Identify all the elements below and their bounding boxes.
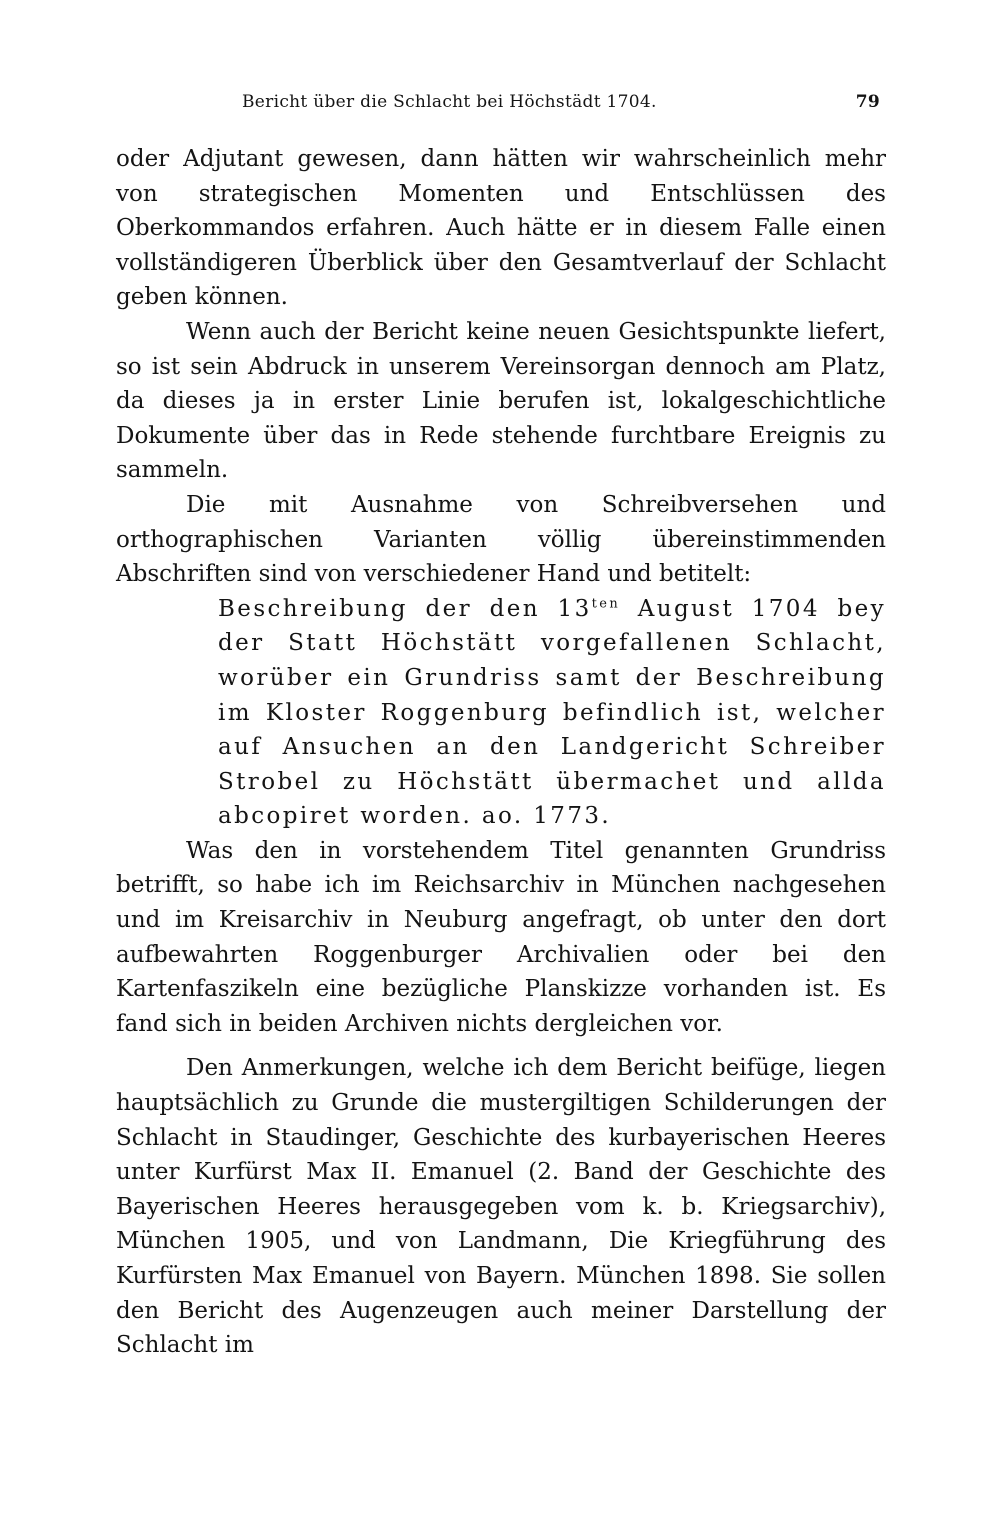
running-head-title: Bericht über die Schlacht bei Höchstädt 1704. — [242, 92, 657, 112]
paragraph-anmerkungen: Den Anmerkungen, welche ich dem Bericht beifüge, liegen hauptsächlich zu Grunde die mustergiltigen Schilderungen der Schlacht in Staudinger, Geschichte des kurbayerischen Heeres unter Kurfürst Max II. Emanuel (2. Band der Geschichte des Bayerischen Heeres herausgegeben vom k. b. Kriegsarchiv), München 1905, und von Landmann, Die Kriegführung des Kurfürsten Max Emanuel von Bayern. München 1898. Sie sollen den Bericht des Augenzeugen auch meiner Darstellung der Schlacht im — [116, 1055, 886, 1359]
quoted-title — [218, 592, 886, 834]
quoted-title-superscript: ten — [591, 596, 621, 612]
paragraph-continuation: oder Adjutant gewesen, dann hätten wir wahrscheinlich mehr von strategischen Momenten und Entschlüssen des Oberkommandos erfahren. Auch hätte er in diesem Falle einen vollständigeren Überblick über den Gesamtverlauf der Schlacht geben können. — [116, 146, 886, 311]
body-text — [116, 142, 886, 1363]
quoted-title-start: Beschreibung der den 13 — [218, 595, 592, 622]
running-head — [116, 86, 886, 120]
quoted-title-rest: August 1704 bey der Statt Höchstätt vorgefallenen Schlacht, worüber ein Grundriss samt der Beschreibung im Kloster Roggenburg befindlich ist, welcher auf Ansuchen an den Landgericht Schreiber Strobel zu Höchstätt übermachet und allda abcopiret worden. ao. 1773. — [218, 595, 886, 830]
paragraph-grundriss: Was den in vorstehendem Titel genannten Grundriss betrifft, so habe ich im Reichsarchiv in München nachgesehen und im Kreisarchiv in Neuburg angefragt, ob unter den dort aufbewahrten Roggenburger Archivalien oder bei den Kartenfaszikeln eine bezügliche Planskizze vorhanden ist. Es fand sich in beiden Archiven nichts dergleichen vor. — [116, 837, 886, 1037]
book-page — [116, 86, 886, 1466]
page-number: 79 — [855, 92, 880, 112]
paragraph-vereinsorgan: Wenn auch der Bericht keine neuen Gesichtspunkte liefert, so ist sein Abdruck in unserem Vereinsorgan dennoch am Platz, da dieses ja in erster Linie berufen ist, lokalgeschichtliche Dokumente über das in Rede stehende furchtbare Ereignis zu sammeln. — [116, 318, 886, 484]
paragraph-abschriften: Die mit Ausnahme von Schreibversehen und orthographischen Varianten völlig übereinstimmenden Abschriften sind von verschiedener Hand und betitelt: — [116, 491, 886, 588]
